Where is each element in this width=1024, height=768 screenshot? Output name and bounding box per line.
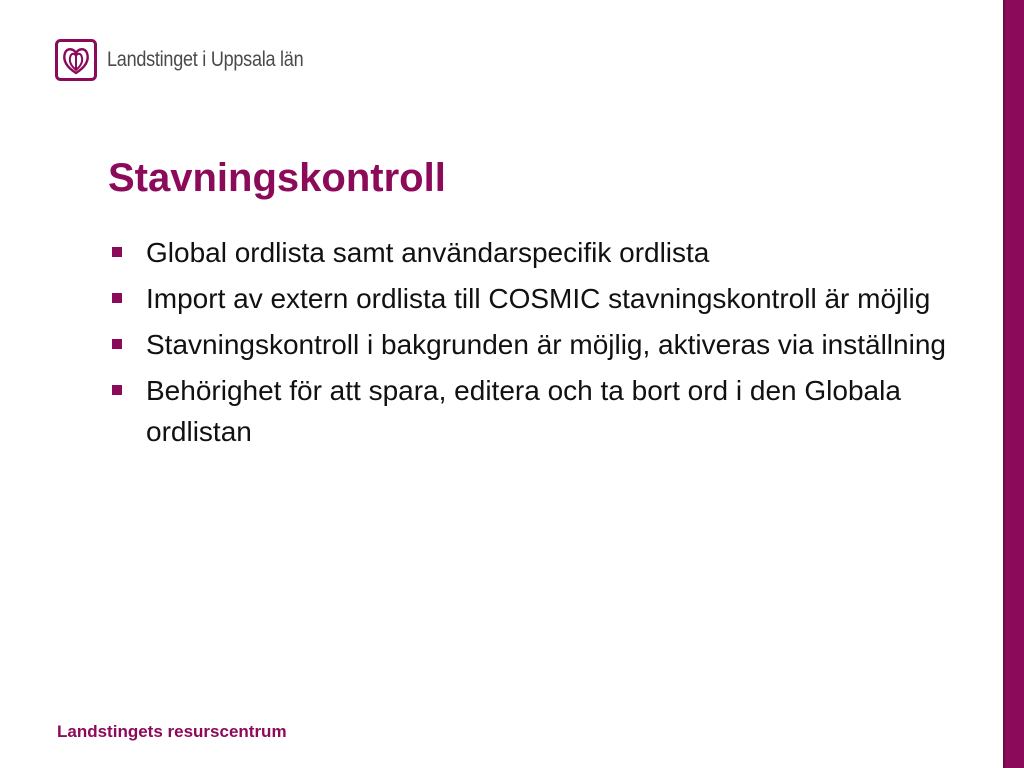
list-item <box>108 370 948 452</box>
slide-title: Stavningskontroll <box>108 156 446 200</box>
square-bullet-icon <box>112 339 122 349</box>
accent-side-bar <box>1003 0 1024 768</box>
bullet-text: Stavningskontroll i bakgrunden är möjlig, aktiveras via inställning <box>146 329 946 360</box>
bullet-list <box>108 232 948 457</box>
bullet-text: Import av extern ordlista till COSMIC stavningskontroll är möjlig <box>146 283 931 314</box>
square-bullet-icon <box>112 247 122 257</box>
square-bullet-icon <box>112 385 122 395</box>
square-bullet-icon <box>112 293 122 303</box>
list-item <box>108 278 948 319</box>
bullet-text: Global ordlista samt användarspecifik ordlista <box>146 237 710 268</box>
bullet-text: Behörighet för att spara, editera och ta bort ord i den Globala ordlistan <box>146 375 901 447</box>
list-item <box>108 232 948 273</box>
heart-emblem-icon <box>55 39 97 81</box>
organization-logo <box>55 38 335 82</box>
list-item <box>108 324 948 365</box>
logo-text: Landstinget i Uppsala län <box>107 48 304 71</box>
footer-text: Landstingets resurscentrum <box>57 722 287 741</box>
